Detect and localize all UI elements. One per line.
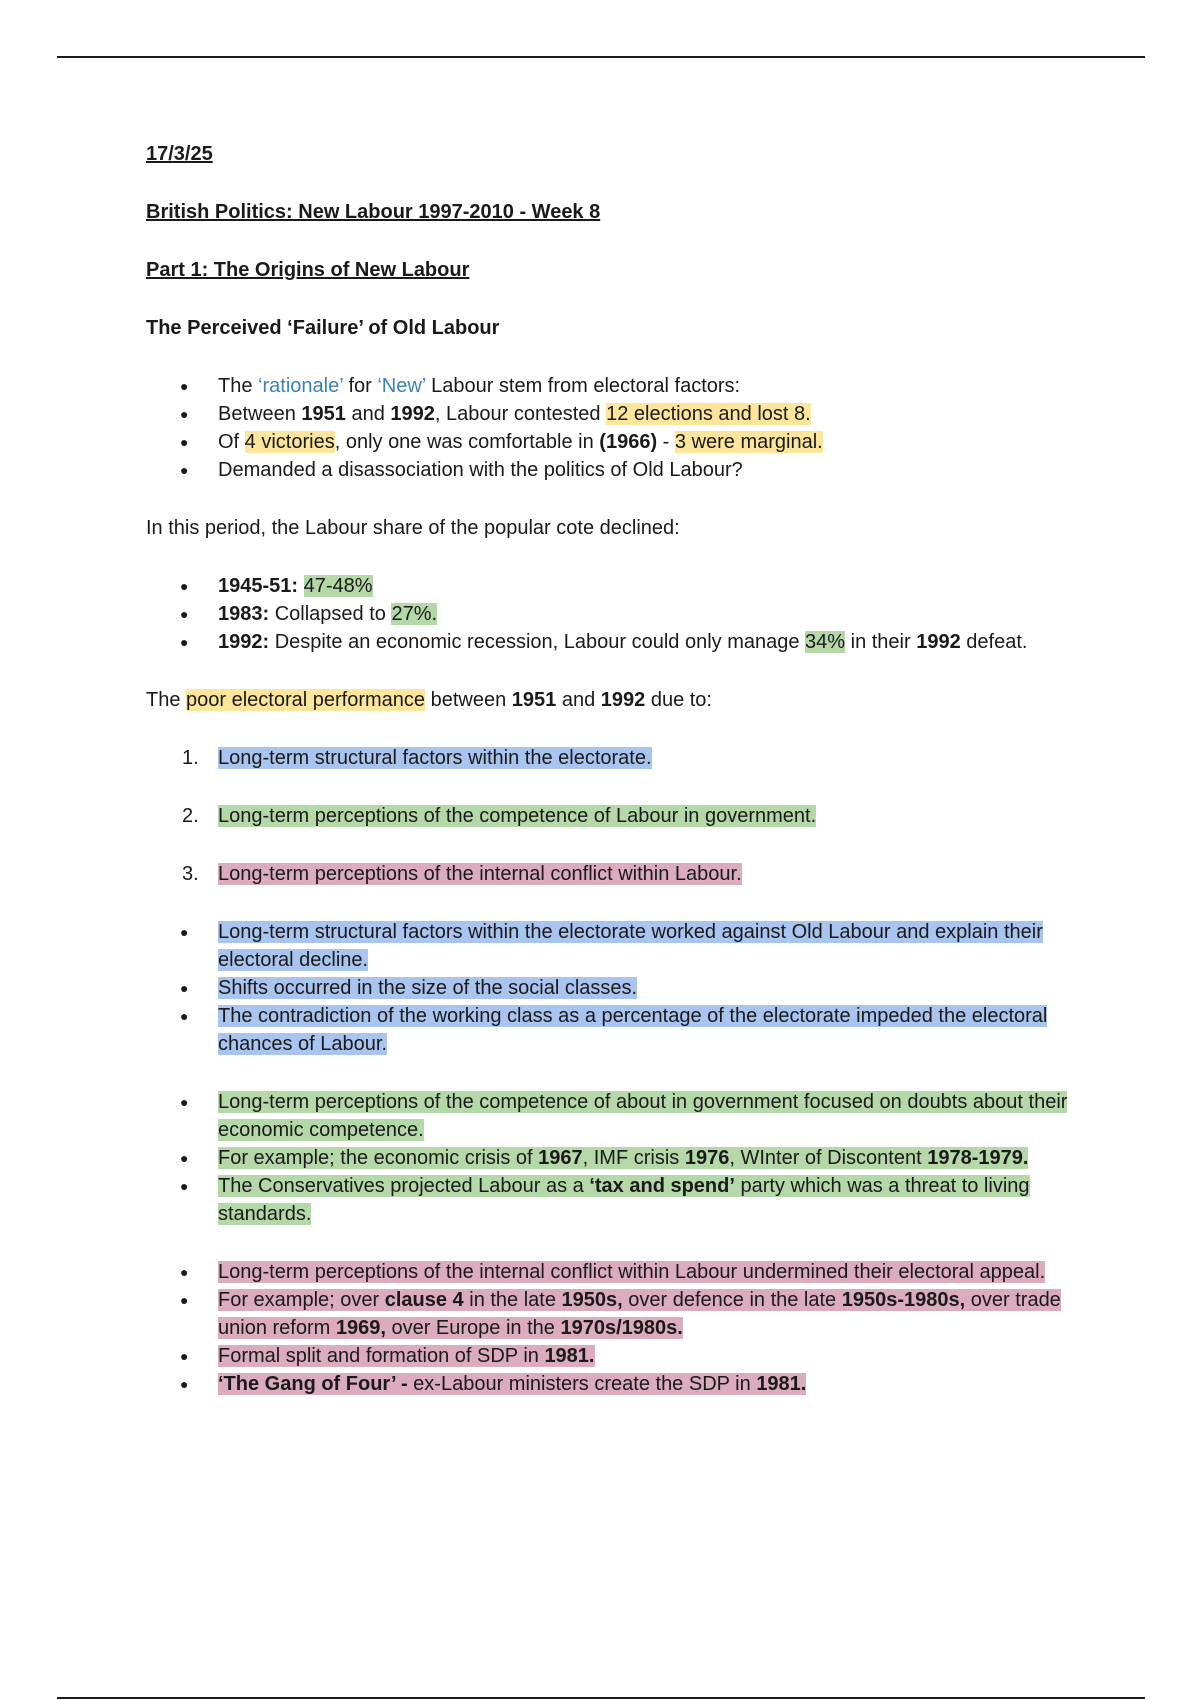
text: 4 victories bbox=[244, 431, 335, 453]
text: ‘The Gang of Four’ - bbox=[218, 1373, 408, 1395]
text: poor electoral performance bbox=[186, 689, 426, 711]
text: 1983: bbox=[218, 603, 270, 625]
text: 1951 bbox=[511, 689, 557, 711]
text: 1992 bbox=[916, 631, 961, 653]
list-item bbox=[182, 744, 1086, 772]
text: over Europe in the bbox=[385, 1317, 561, 1339]
structural-factors-list bbox=[146, 918, 1086, 1058]
text: The bbox=[218, 375, 259, 397]
section-heading: The Perceived ‘Failure’ of Old Labour bbox=[146, 317, 500, 339]
text: over trade union reform bbox=[218, 1289, 1061, 1339]
text: The Conservatives projected Labour as a bbox=[218, 1175, 590, 1197]
text: , WInter of Discontent bbox=[729, 1147, 928, 1169]
competence-list bbox=[146, 1088, 1086, 1228]
text: due to: bbox=[645, 689, 712, 711]
text: 12 elections and lost 8. bbox=[606, 403, 811, 425]
text: Demanded a disassociation with the politics of Old Labour? bbox=[218, 459, 743, 481]
text: - bbox=[657, 431, 675, 453]
list-item bbox=[218, 1088, 1086, 1144]
text: 1969, bbox=[335, 1317, 386, 1339]
list-item bbox=[218, 572, 1086, 600]
list-item bbox=[218, 1172, 1086, 1228]
text: 1992 bbox=[600, 689, 646, 711]
list-item bbox=[218, 918, 1086, 974]
document-body bbox=[146, 140, 1086, 1428]
text: ‘New’ bbox=[377, 375, 426, 397]
performance-line bbox=[146, 686, 1086, 714]
list-number: 2. bbox=[182, 805, 199, 827]
date: 17/3/25 bbox=[146, 143, 213, 165]
list-item bbox=[218, 600, 1086, 628]
text: 1951 bbox=[301, 403, 346, 425]
text: Labour stem from electoral factors: bbox=[425, 375, 741, 397]
text: , IMF crisis bbox=[582, 1147, 685, 1169]
text: Formal split and formation of SDP in bbox=[218, 1345, 545, 1367]
text: Long-term perceptions of the competence of Labour in government. bbox=[218, 805, 817, 827]
list-number: 3. bbox=[182, 863, 199, 885]
text: in the late bbox=[463, 1289, 562, 1311]
text: 34% bbox=[805, 631, 846, 653]
text: , only one was comfortable in bbox=[334, 431, 600, 453]
text: Shifts occurred in the size of the social classes. bbox=[218, 977, 638, 999]
list-item bbox=[218, 1370, 1086, 1398]
text: 47-48% bbox=[303, 575, 373, 597]
text: 1950s, bbox=[561, 1289, 623, 1311]
text: For example; the economic crisis of bbox=[218, 1147, 539, 1169]
text: ‘tax and spend’ bbox=[589, 1175, 735, 1197]
text: Between bbox=[218, 403, 302, 425]
text: 1976 bbox=[684, 1147, 730, 1169]
factors-numbered-list bbox=[146, 744, 1086, 888]
text: , Labour contested bbox=[434, 403, 607, 425]
text: 27%. bbox=[391, 603, 438, 625]
list-item bbox=[218, 1144, 1086, 1172]
text: The bbox=[146, 689, 187, 711]
text: and bbox=[345, 403, 391, 425]
text: party which was a threat to living standards. bbox=[218, 1175, 1030, 1225]
list-item bbox=[182, 860, 1086, 888]
list-item bbox=[218, 1286, 1086, 1342]
text: clause 4 bbox=[384, 1289, 464, 1311]
text: The contradiction of the working class as a percentage of the electorate impeded the electoral chances of Labour. bbox=[218, 1005, 1048, 1055]
list-item bbox=[218, 1342, 1086, 1370]
text: Of bbox=[218, 431, 245, 453]
text: 1978-1979. bbox=[927, 1147, 1029, 1169]
course-title: British Politics: New Labour 1997-2010 - Week 8 bbox=[146, 201, 601, 223]
text: between bbox=[425, 689, 512, 711]
internal-conflict-list bbox=[146, 1258, 1086, 1398]
text bbox=[298, 575, 304, 597]
text: Long-term structural factors within the electorate. bbox=[218, 747, 652, 769]
list-item bbox=[218, 400, 1086, 428]
list-number: 1. bbox=[182, 747, 199, 769]
text: 1992: bbox=[218, 631, 270, 653]
list-item bbox=[182, 802, 1086, 830]
text: ‘rationale’ bbox=[258, 375, 343, 397]
text: (1966) bbox=[599, 431, 658, 453]
list-item bbox=[218, 372, 1086, 400]
part-title: Part 1: The Origins of New Labour bbox=[146, 259, 470, 281]
page-bottom-rule bbox=[57, 1697, 1145, 1699]
text: Long-term perceptions of the competence of about in government focused on doubts about their economic competence. bbox=[218, 1091, 1068, 1141]
text: 1992 bbox=[390, 403, 435, 425]
text: defeat. bbox=[960, 631, 1028, 653]
text: Collapsed to bbox=[269, 603, 392, 625]
text: Long-term perceptions of the internal conflict within Labour. bbox=[218, 863, 742, 885]
list-item bbox=[218, 974, 1086, 1002]
text: 1981. bbox=[756, 1373, 807, 1395]
list-item bbox=[218, 456, 1086, 484]
text: For example; over bbox=[218, 1289, 385, 1311]
text: Despite an economic recession, Labour could only manage bbox=[269, 631, 806, 653]
text: over defence in the late bbox=[622, 1289, 842, 1311]
text: 1981. bbox=[544, 1345, 595, 1367]
text: for bbox=[342, 375, 378, 397]
text: 1950s-1980s, bbox=[841, 1289, 966, 1311]
text: 3 were marginal. bbox=[674, 431, 823, 453]
list-item bbox=[218, 628, 1086, 656]
vote-share-list bbox=[146, 572, 1086, 656]
text: 1967 bbox=[538, 1147, 583, 1169]
page-top-rule bbox=[57, 56, 1145, 58]
text: ex-Labour ministers create the SDP in bbox=[407, 1373, 757, 1395]
vote-share-intro: In this period, the Labour share of the popular cote declined: bbox=[146, 517, 680, 539]
text: Long-term structural factors within the electorate worked against Old Labour and explain their electoral decline. bbox=[218, 921, 1043, 971]
text: 1970s/1980s. bbox=[560, 1317, 683, 1339]
list-item bbox=[218, 1258, 1086, 1286]
text: in their bbox=[845, 631, 917, 653]
list-item bbox=[218, 428, 1086, 456]
electoral-factors-list bbox=[146, 372, 1086, 484]
list-item bbox=[218, 1002, 1086, 1058]
text: and bbox=[556, 689, 601, 711]
text: Long-term perceptions of the internal conflict within Labour undermined their electoral appeal. bbox=[218, 1261, 1046, 1283]
text: 1945-51: bbox=[218, 575, 299, 597]
